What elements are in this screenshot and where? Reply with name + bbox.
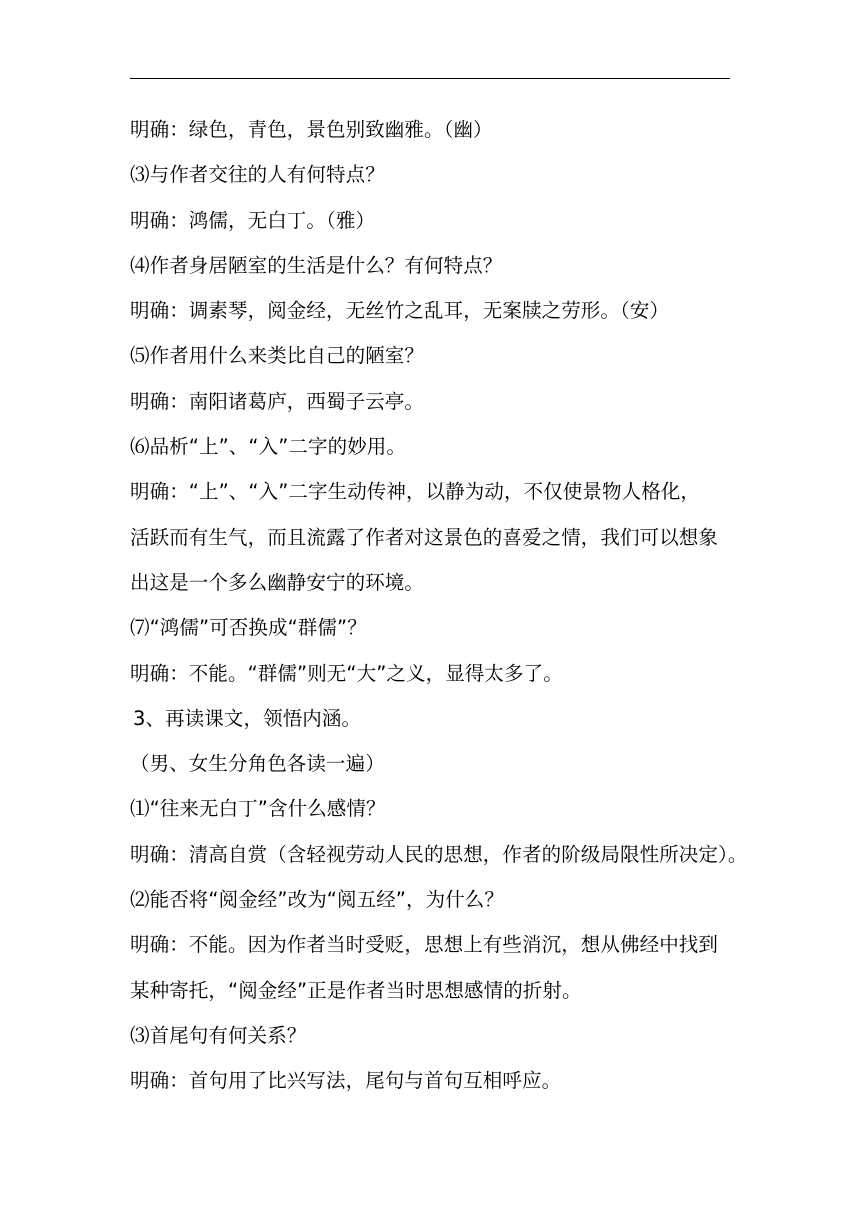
text-line: （男、女生分角色各读一遍） bbox=[130, 752, 385, 776]
text-line: 活跃而有生气，而且流露了作者对这景色的喜爱之情，我们可以想象 bbox=[130, 525, 719, 549]
text-line: 出这是一个多么幽静安宁的环境。 bbox=[130, 570, 425, 594]
question-line: ⑶首尾句有何关系？ bbox=[130, 1023, 307, 1047]
question-line: ⑸作者用什么来类比自己的陋室？ bbox=[130, 344, 425, 368]
text-line: 明确：清高自赏（含轻视劳动人民的思想，作者的阶级局限性所决定）。 bbox=[130, 842, 748, 866]
question-line: ⑶与作者交往的人有何特点？ bbox=[130, 163, 385, 187]
question-line: ⑴“往来无白丁”含什么感情？ bbox=[130, 797, 386, 821]
document-body bbox=[130, 107, 748, 1104]
question-line: ⑷作者身居陋室的生活是什么？有何特点？ bbox=[130, 253, 503, 277]
section-heading: 3、再读课文，领悟内涵。 bbox=[133, 706, 362, 730]
text-line: 明确：绿色，青色，景色别致幽雅。（幽） bbox=[130, 118, 493, 141]
question-line: ⑵能否将“阅金经”改为“阅五经”，为什么？ bbox=[130, 888, 505, 912]
text-line: 明确：“上”、“入”二字生动传神，以静为动，不仅使景物人格化， bbox=[130, 480, 701, 504]
text-line: 明确：不能。“群儒”则无“大”之义，显得太多了。 bbox=[130, 661, 563, 685]
text-line: 明确：南阳诸葛庐，西蜀子云亭。 bbox=[130, 389, 425, 413]
header-rule bbox=[130, 78, 730, 79]
question-line: ⑹品析“上”、“入”二字的妙用。 bbox=[130, 435, 407, 459]
text-line: 明确：调素琴，阅金经，无丝竹之乱耳，无案牍之劳形。（安） bbox=[130, 299, 670, 323]
text-line: 明确：首句用了比兴写法，尾句与首句互相呼应。 bbox=[130, 1069, 562, 1093]
text-line: 某种寄托，“阅金经”正是作者当时思想感情的折射。 bbox=[130, 978, 582, 1002]
question-line: ⑺“鸿儒”可否换成“群儒”？ bbox=[130, 616, 367, 640]
text-line: 明确：鸿儒，无白丁。（雅） bbox=[130, 208, 376, 232]
text-line: 明确：不能。因为作者当时受贬，思想上有些消沉，想从佛经中找到 bbox=[130, 933, 719, 957]
